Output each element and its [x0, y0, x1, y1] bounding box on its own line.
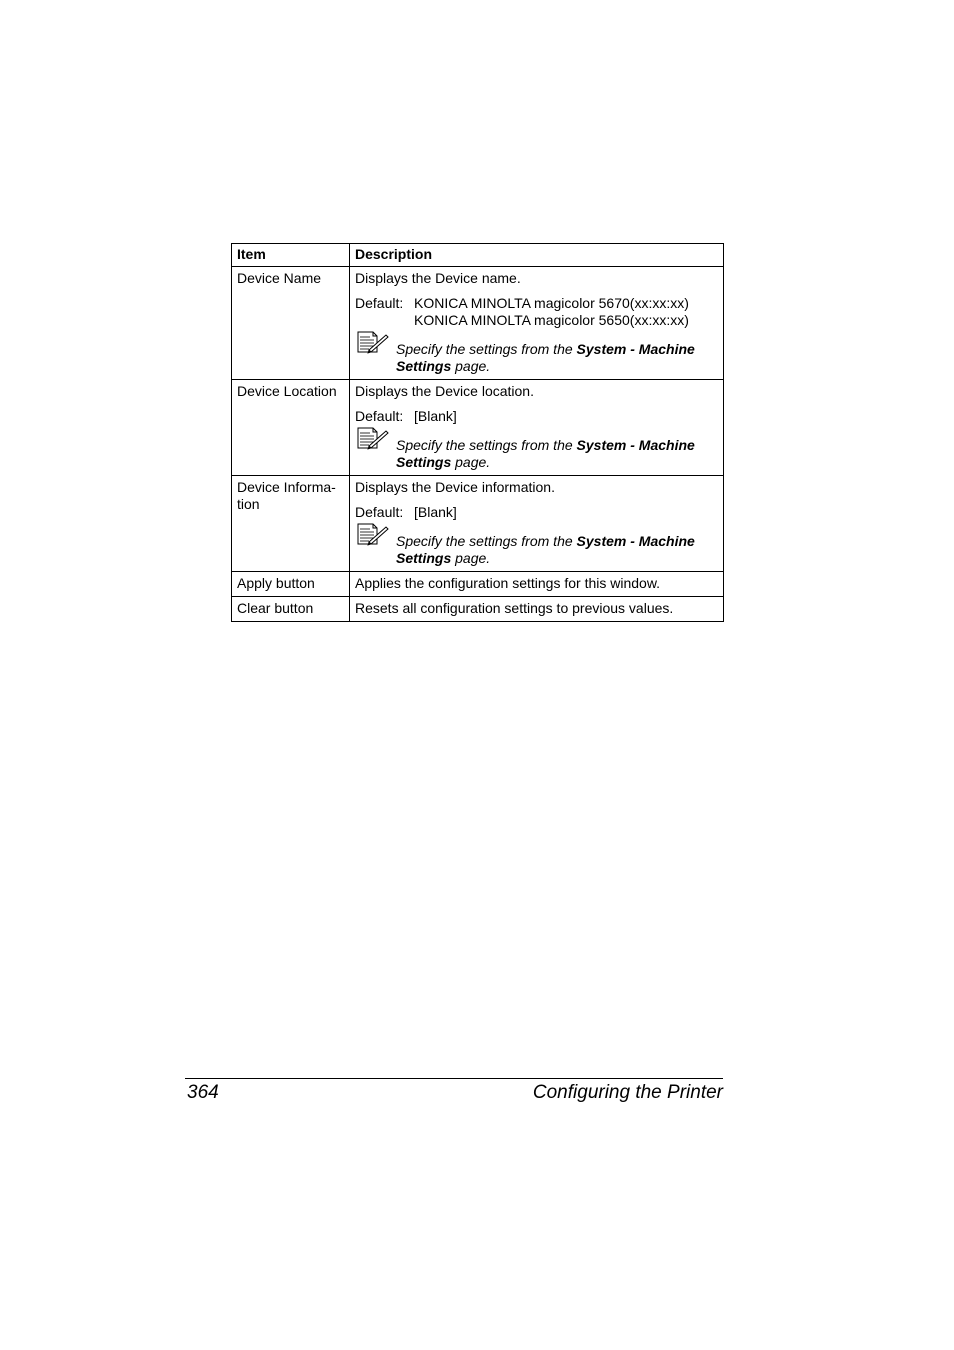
chapter-title: Configuring the Printer [532, 1082, 723, 1103]
default-block [355, 295, 718, 329]
note-pencil-icon [357, 427, 389, 451]
item-clear-button: Clear button [232, 597, 350, 622]
description-text: Applies the configuration settings for this window. [350, 572, 724, 597]
note-text: Specify the settings from the System - Machine Settings page. [396, 437, 695, 470]
header-item: Item [232, 244, 350, 267]
default-value: [Blank] [414, 408, 457, 424]
item-device-name: Device Name [232, 267, 350, 380]
note [355, 341, 718, 375]
table-row [232, 597, 724, 622]
item-device-information: Device Informa- tion [232, 476, 350, 572]
table-row [232, 572, 724, 597]
description-cell [350, 476, 724, 572]
item-apply-button: Apply button [232, 572, 350, 597]
description-cell [350, 267, 724, 380]
default-block [355, 504, 718, 521]
description-text: Displays the Device location. [355, 383, 534, 399]
description-cell [350, 380, 724, 476]
table-row [232, 267, 724, 380]
item-device-location: Device Location [232, 380, 350, 476]
default-label: Default: [355, 504, 404, 520]
table-row [232, 380, 724, 476]
note-text: Specify the settings from the System - Machine Settings page. [396, 341, 695, 374]
table-header-row [232, 244, 724, 267]
note-pencil-icon [357, 523, 389, 547]
description-text: Resets all configuration settings to previous values. [350, 597, 724, 622]
default-label: Default: [355, 408, 404, 424]
default-label: Default: [355, 295, 404, 311]
default-value: [Blank] [414, 504, 457, 520]
footer-divider [185, 1078, 723, 1079]
settings-description-table [231, 243, 724, 622]
note-text: Specify the settings from the System - Machine Settings page. [396, 533, 695, 566]
table-row [232, 476, 724, 572]
description-text: Displays the Device information. [355, 479, 555, 495]
default-value: KONICA MINOLTA magicolor 5670(xx:xx:xx) [414, 295, 689, 311]
note-pencil-icon [357, 331, 389, 355]
default-values [414, 295, 718, 329]
default-value: KONICA MINOLTA magicolor 5650(xx:xx:xx) [414, 312, 689, 328]
note [355, 437, 718, 471]
page-number: 364 [187, 1082, 219, 1103]
description-text: Displays the Device name. [355, 270, 521, 286]
note [355, 533, 718, 567]
default-block [355, 408, 718, 425]
header-description: Description [350, 244, 724, 267]
